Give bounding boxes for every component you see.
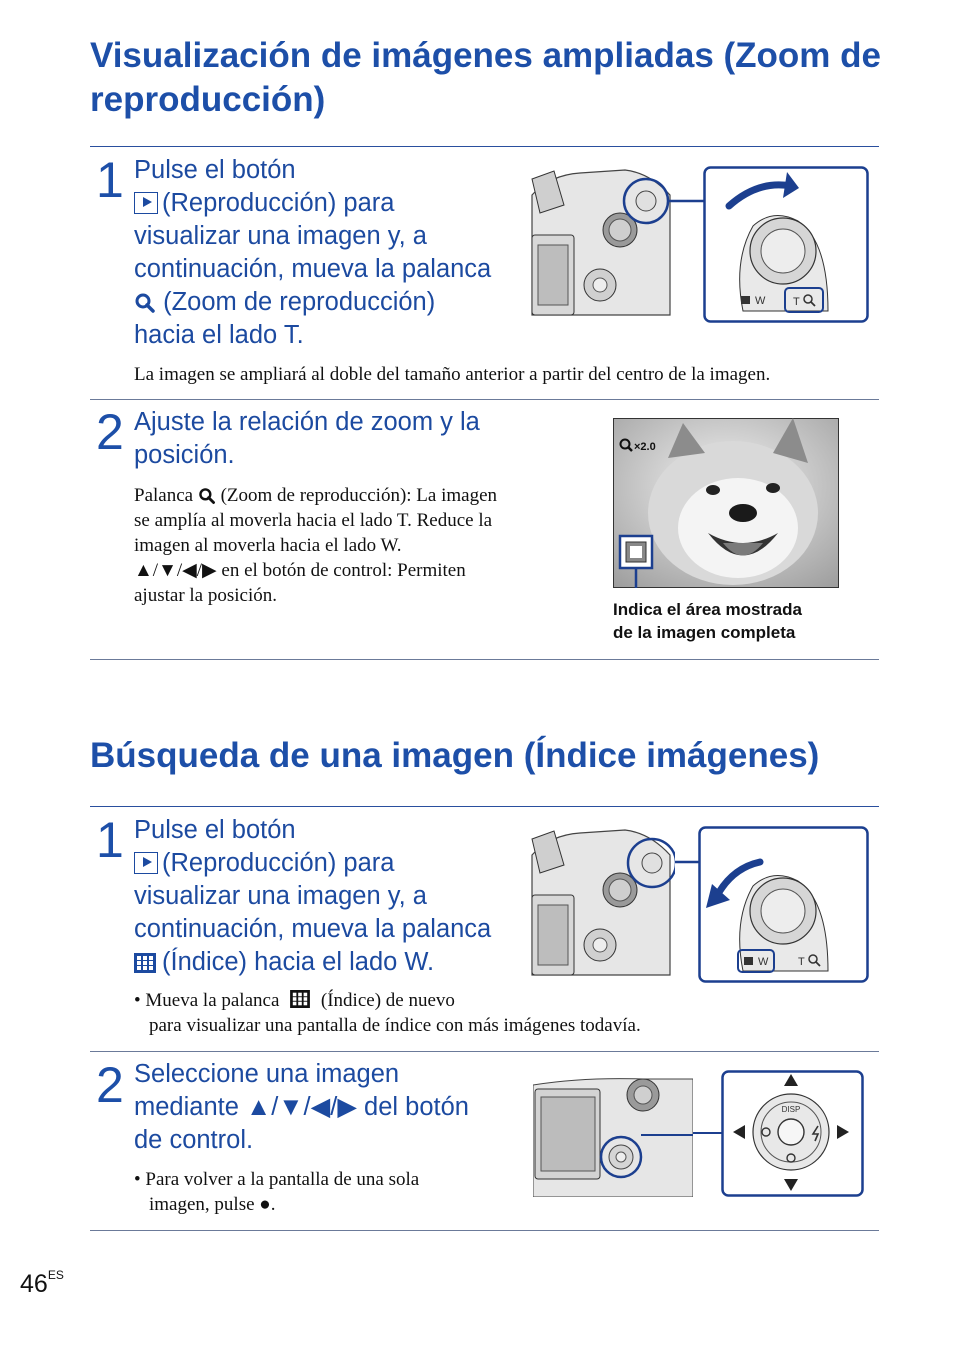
instruction-line: (Reproducción) para xyxy=(134,847,529,880)
divider xyxy=(90,146,879,147)
instruction-line: (Reproducción) para xyxy=(134,187,529,220)
note-line: imagen, pulse ●. xyxy=(149,1194,276,1215)
step-instruction xyxy=(134,814,529,979)
camera-top-illustration xyxy=(530,165,675,323)
step-instruction xyxy=(134,1058,529,1157)
divider xyxy=(90,659,879,660)
step-note xyxy=(134,483,579,608)
step-number: 2 xyxy=(96,404,124,460)
divider xyxy=(90,1230,879,1231)
note-line: • Mueva la palanca (Índice) de nuevo xyxy=(134,990,455,1011)
page-lang-suffix: ES xyxy=(47,1268,64,1282)
step-note xyxy=(134,988,854,1038)
instruction-line: Seleccione una imagen xyxy=(134,1060,400,1088)
lever-t-label: T xyxy=(793,296,800,308)
note-line: ▲/▼/◀/▶ en el botón de control: Permiten xyxy=(134,560,466,581)
step-number: 2 xyxy=(96,1057,124,1113)
section-title-zoom: Visualización de imágenes ampliadas (Zoom de reproducción) xyxy=(90,36,881,119)
divider xyxy=(90,806,879,807)
lever-t-label: T xyxy=(798,956,805,968)
divider xyxy=(90,1051,879,1052)
lever-w-label: W xyxy=(758,956,769,968)
step-number: 1 xyxy=(96,152,124,208)
zoom-ratio-indicator: ×2.0 xyxy=(634,441,656,453)
step-instruction xyxy=(134,154,529,352)
disp-label: DISP xyxy=(781,1105,801,1114)
note-line: ajustar la posición. xyxy=(134,585,277,606)
callout-line xyxy=(675,199,705,205)
lever-w-label: W xyxy=(755,295,766,307)
note-line: • Para volver a la pantalla de una sola xyxy=(134,1169,420,1190)
instruction-line: Ajuste la relación de zoom y la xyxy=(134,408,480,436)
instruction-line: continuación, mueva la palanca xyxy=(134,255,492,283)
step-number: 1 xyxy=(96,812,124,868)
zoom-magnifier-icon xyxy=(198,487,216,505)
instruction-line: continuación, mueva la palanca xyxy=(134,915,492,943)
instruction-line: hacia el lado T. xyxy=(134,321,304,349)
index-grid-icon xyxy=(134,953,156,973)
camera-back-illustration xyxy=(533,1075,693,1197)
playback-icon xyxy=(134,192,158,214)
instruction-line: visualizar una imagen y, a xyxy=(134,882,427,910)
caption-line: de la imagen completa xyxy=(613,623,796,642)
instruction-line: (Zoom de reproducción) xyxy=(134,286,529,319)
instruction-line: Pulse el botón xyxy=(134,816,296,844)
zoom-magnifier-icon xyxy=(134,292,156,314)
divider xyxy=(90,399,879,400)
index-lever-closeup xyxy=(698,826,869,983)
playback-icon xyxy=(134,852,158,874)
note-line: imagen al moverla hacia el lado W. xyxy=(134,535,402,556)
caption-line: Indica el área mostrada xyxy=(613,600,802,619)
instruction-line: de control. xyxy=(134,1126,254,1154)
instruction-line: Pulse el botón xyxy=(134,156,296,184)
note-line: se amplía al moverla hacia el lado T. Reduce la xyxy=(134,510,493,531)
zoomed-dog-photo xyxy=(613,418,839,588)
zoom-lever-closeup xyxy=(703,166,869,323)
note-line: para visualizar una pantalla de índice con más imágenes todavía. xyxy=(149,1015,641,1036)
step-note xyxy=(134,1167,514,1217)
instruction-line: (Índice) hacia el lado W. xyxy=(134,946,529,979)
instruction-line: visualizar una imagen y, a xyxy=(134,222,427,250)
instruction-line: posición. xyxy=(134,441,235,469)
control-button-closeup xyxy=(721,1070,864,1197)
step-instruction xyxy=(134,406,574,472)
section-title-index: Búsqueda de una imagen (Índice imágenes) xyxy=(90,736,820,775)
callout-line xyxy=(693,1130,722,1136)
camera-top-illustration xyxy=(530,825,675,983)
instruction-line: mediante ▲/▼/◀/▶ del botón xyxy=(134,1093,469,1121)
index-grid-icon xyxy=(290,990,310,1008)
note-line: Palanca (Zoom de reproducción): La imagen xyxy=(134,485,498,506)
figure-caption xyxy=(613,598,873,644)
step-note: La imagen se ampliará al doble del tamaño anterior a partir del centro de la imagen. xyxy=(134,364,771,385)
page-number: $46^{ES}$ xyxy=(20,1268,64,1298)
callout-line xyxy=(675,860,700,866)
